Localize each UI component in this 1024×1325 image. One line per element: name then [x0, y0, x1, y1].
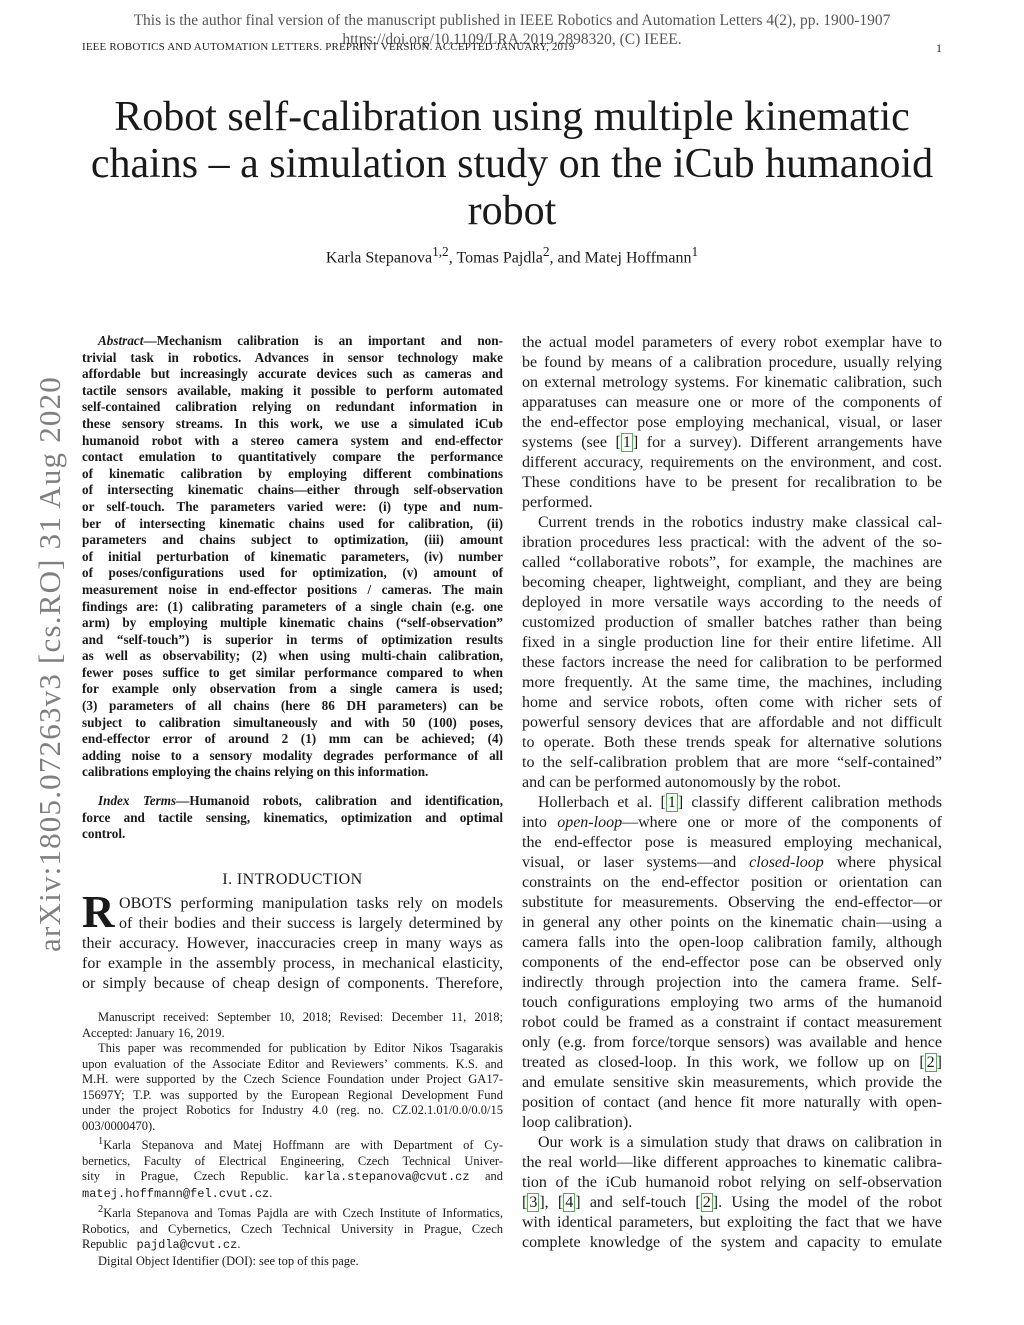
abstract-line [82, 333, 503, 350]
footnote-line: Manuscript received: September 10, 2018; Revised: December 11, 2018; [98, 1010, 503, 1024]
term-closed-loop: closed-loop [749, 854, 824, 871]
body-line: to operate. Both these trends speak for alternative solutions [522, 734, 942, 751]
body-line: becoming cheaper, lightweight, compliant, and they are being [522, 574, 942, 591]
intro-line: or simply because of cheap design of components. Therefore, [82, 975, 503, 992]
abstract-line: fewer poses suffice to get similar performance compared to when [82, 664, 503, 680]
author-separator: , and [549, 249, 585, 267]
page-number: 1 [936, 41, 942, 55]
abstract-line: calibrations employing the chains relying on this information. [82, 764, 429, 780]
author-affiliation-mark: 1,2 [432, 244, 449, 259]
abstract-line: adding noise to a sensory modality degrades performance of all [82, 747, 503, 763]
dropcap-letter: R [82, 887, 115, 937]
body-line: more frequently. At the same time, the machines, including [522, 674, 942, 691]
citation-link[interactable]: 1 [622, 434, 631, 451]
footnote-text: Karla Stepanova and Matej Hoffmann are with Department of Cy- [103, 1138, 503, 1153]
body-line: systems (see [ 1 ] for a survey). Different arrangements have [522, 434, 942, 451]
author-name: Karla Stepanova [325, 249, 433, 267]
footnote-line: 003/0000470). [82, 1118, 156, 1133]
body-line: touch configurations employing two arms of the humanoid [522, 994, 942, 1011]
body-line: Our work is a simulation study that draws on calibration in [538, 1134, 942, 1151]
email-link[interactable]: matej.hoffmann@fel.cvut.cz [82, 1186, 270, 1201]
body-line: powerful sensory devices that are affordable and not difficult [522, 714, 942, 731]
body-line: apparatuses can measure one or more of the components of [522, 394, 942, 411]
body-line: components of the end-effector pose can be observed only [522, 954, 942, 971]
running-head: IEEE ROBOTICS AND AUTOMATION LETTERS. PREPRINT VERSION. ACCEPTED JANUARY, 2019 [82, 41, 575, 53]
arxiv-sidebar-stamp[interactable]: arXiv:1805.07263v3 [cs.RO] 31 Aug 2020 [32, 375, 67, 952]
index-terms [82, 793, 503, 843]
abstract-line: humanoid robot with a stereo camera system and end-effector [82, 432, 503, 448]
footnote-line: bernetics, Faculty of Electrical Engineering, Czech Technical Univer- [82, 1153, 503, 1168]
abstract-line: end-effector error of around 2 (1) mm can be achieved; (4) [82, 731, 503, 747]
footnote-line: under the project Robotics for Industry 4.0 (reg. no. CZ.02.1.01/0.0/0.0/15 [82, 1103, 503, 1117]
body-line: the end-effector pose is measured employing mechanical, [522, 834, 942, 851]
body-line: constraints on the end-effector position or orientation can [522, 874, 942, 891]
abstract-line: subject to calibration simultaneously and with 50 (100) poses, [82, 714, 503, 730]
abstract-line: measurement noise in end-effector positions / cameras. The main [82, 581, 503, 597]
citation-link[interactable]: 4 [565, 1194, 574, 1211]
abstract-line: trivial task in robotics. Advances in sensor technology make [82, 349, 503, 365]
body-line: position of contact (and hence fit more naturally with open- [522, 1094, 942, 1111]
body-line: deployed in more versatile ways according to the needs of [522, 594, 942, 611]
body-line: and emulate sensitive skin measurements, which provide the [522, 1074, 942, 1091]
intro-line: their accuracy. However, inaccuracies creep in many ways as [82, 935, 503, 952]
body-line: and can be performed autonomously by the robot. [522, 774, 842, 791]
footnote-line: 15697Y; T.P. was supported by the European Regional Development Fund [82, 1087, 503, 1102]
author-name: Matej Hoffmann [584, 249, 692, 267]
author-name: Tomas Pajdla [456, 249, 543, 267]
index-terms-line: force and tactile sensing, kinematics, optimization and optimal [82, 809, 503, 825]
abstract-line: of poses/configurations used for optimization, (v) amount of [82, 565, 503, 581]
body-line: visual, or laser systems—and closed-loop where physical [522, 854, 943, 871]
footnote-text: Republic [82, 1237, 128, 1252]
body-line: treated as closed-loop. In this work, we follow up on [ 2 ] [522, 1054, 942, 1071]
body-line: these factors increase the need for calibration to be performed [522, 654, 942, 671]
abstract-line: and “self-touch”) is superior in terms of optimization results [82, 631, 503, 647]
abstract-line: or self-touch. The parameters varied were: (i) type and num- [82, 498, 503, 514]
footnote-line: Digital Object Identifier (DOI): see top of this page. [98, 1253, 359, 1268]
body-line: substitute for measurements. Observing the end-effector—or [522, 894, 942, 911]
publication-notice-doi[interactable]: https://doi.org/10.1109/LRA.2019.2898320, (C) IEEE. [342, 31, 682, 48]
abstract-line: arm) by employing multiple kinematic chains (“self-observation” [82, 615, 503, 631]
footnote-line [82, 1169, 503, 1186]
footnote-line: matej.hoffmann@fel.cvut.cz. [82, 1185, 273, 1201]
section-heading-introduction: I. INTRODUCTION [222, 871, 363, 888]
title-line: robot [467, 188, 557, 234]
body-line: complete knowledge of the system and capacity to emulate [522, 1234, 942, 1251]
body-line: different accuracy, requirements on the environment, and cost. [522, 454, 942, 471]
abstract-line: tactile sensors available, making it possible to perform automated [82, 382, 503, 398]
body-line: the real world—like different approaches to kinematic calibra- [522, 1154, 942, 1171]
introduction-body [82, 887, 503, 994]
title-line: Robot self-calibration using multiple kinematic [114, 94, 910, 140]
body-line: tion of the iCub humanoid robot relying on self-observation [522, 1174, 942, 1191]
body-line: the actual model parameters of every robot exemplar have to [522, 334, 942, 351]
abstract-line: parameters and chains subject to optimization, (iii) amount [82, 532, 503, 548]
footnote-line: Robotics, and Cybernetics, Czech Technical University in Prague, Czech [82, 1221, 503, 1236]
author-affiliation-mark: 1 [691, 244, 699, 259]
abstract-text: —Mechanism calibration is an important and non- [143, 333, 503, 348]
footnote-line: Republic pajdla@cvut.cz. [82, 1237, 241, 1253]
body-line: to the self-calibration problem that are more “self-contained” [522, 754, 942, 771]
footnote-line: upon evaluation of the Associate Editor and Reviewers’ comments. K.S. and [82, 1056, 503, 1071]
body-line: robot could be framed as a constraint if contact measurement [522, 1014, 942, 1031]
body-line: in general any other points on the kinematic chain—using a [522, 914, 942, 931]
footnote-line: M.H. were supported by the Czech Science Foundation under Project GA17- [82, 1072, 503, 1086]
citation-link[interactable]: 2 [926, 1054, 935, 1071]
body-line: Hollerbach et al. [ 1 ] classify different calibration methods [538, 794, 942, 811]
intro-line: of their bodies and their success is largely determined by [119, 915, 503, 932]
footnote-line: Accepted: January 16, 2019. [82, 1025, 225, 1040]
title-line: chains – a simulation study on the iCub humanoid [90, 141, 934, 187]
intro-line: OBOTS performing manipulation tasks rely on models [119, 895, 503, 912]
author-separator: , [448, 249, 457, 267]
author-list [60, 244, 964, 267]
body-line: customized production of smaller batches rather than being [522, 614, 942, 631]
footnote-text: sity in Prague, Czech Republic. [82, 1169, 289, 1184]
body-line: home and service robots, often come with richer sets of [522, 694, 942, 711]
abstract-line: these sensory streams. In this work, we use a simulated iCub [82, 415, 503, 431]
body-line: fixed in a single production line for their entire lifetime. All [522, 634, 942, 651]
abstract-label: Abstract [98, 333, 144, 348]
email-link[interactable]: pajdla@cvut.cz [136, 1238, 238, 1253]
term-open-loop: open-loop [557, 814, 623, 831]
right-column-body [522, 333, 942, 1253]
abstract-line: for example only observation from a single camera is used; [82, 681, 503, 697]
abstract-line: (3) parameters of all chains (here 86 DH parameters) can be [82, 698, 503, 714]
body-line: camera falls into the open-loop calibration family, although [522, 934, 942, 951]
footnote-text: and [484, 1169, 504, 1184]
abstract-line: as well as observability; (2) when using multi-chain calibration, [82, 648, 503, 664]
abstract [82, 333, 503, 781]
abstract-line: of initial perturbation of kinematic parameters, (iv) number [82, 548, 503, 564]
footnote-text: Karla Stepanova and Tomas Pajdla are with Czech Institute of Informatics, [103, 1206, 503, 1221]
footnote-mark: 2 [98, 1204, 104, 1216]
abstract-line: ber of intersecting kinematic chains used for calibration, (ii) [82, 515, 503, 531]
footnotes [82, 1010, 503, 1269]
body-line: These conditions have to be present for recalibration to be [522, 474, 942, 491]
body-line: Current trends in the robotics industry make classical cal- [538, 514, 942, 531]
footnote-line [82, 1134, 503, 1154]
body-line: ibration procedures less practical: with the advent of the so- [522, 534, 942, 551]
intro-line: for example in the assembly process, in mechanical elasticity, [82, 955, 503, 972]
email-link[interactable]: karla.stepanova@cvut.cz [303, 1170, 470, 1185]
body-line: called “collaborative robots”, for example, the machines are [522, 554, 942, 571]
body-line: into open-loop—where one or more of the components of [522, 814, 942, 831]
body-line: performed. [522, 494, 593, 511]
index-terms-text: —Humanoid robots, calibration and identification, [176, 793, 503, 808]
index-terms-line: control. [82, 826, 126, 842]
body-line: only (e.g. from force/torque sensors) was available and hence [522, 1034, 942, 1051]
author-affiliation-mark: 2 [542, 244, 550, 259]
abstract-line: of kinematic calibration by employing different combinations [82, 465, 503, 481]
citation-link[interactable]: 1 [667, 794, 676, 811]
publication-notice-line1: This is the author final version of the manuscript published in IEEE Robotics and Automation Letters 4(2), pp. 1900-1907 [133, 12, 891, 29]
body-line: with identical parameters, but exploiting the fact that we have [522, 1214, 942, 1231]
body-line: loop calibration). [522, 1114, 633, 1131]
body-line: on external metrology systems. For kinematic calibration, such [522, 374, 942, 391]
citation-link[interactable]: 2 [702, 1194, 711, 1211]
body-line: the end-effector pose employing mechanical, visual, or laser [522, 414, 942, 431]
abstract-line: of intersecting kinematic chains—either through self-observation [82, 482, 503, 498]
body-line: [ 3 ], [ 4 ] and self-touch [ 2 ]. Using the model of the robot [522, 1194, 943, 1211]
body-line: indirectly through projection into the camera frame. Self- [522, 974, 942, 991]
abstract-line: self-contained calibration relying on redundant information in [82, 399, 503, 415]
index-terms-line [82, 793, 503, 810]
abstract-line: contact emulation to quantitatively compare the performance [82, 449, 503, 465]
index-terms-label: Index Terms [98, 793, 177, 808]
abstract-line: findings are: (1) calibrating parameters of a single chain (e.g. one [82, 598, 503, 614]
footnote-mark: 1 [98, 1136, 104, 1147]
footnote-line [82, 1202, 503, 1222]
footnote-line: This paper was recommended for publication by Editor Nikos Tsagarakis [98, 1041, 503, 1055]
abstract-line: affordable but increasingly accurate devices such as cameras and [82, 366, 503, 382]
paper-title [60, 94, 964, 235]
citation-link[interactable]: 3 [529, 1194, 538, 1211]
body-line: be found by means of a calibration procedure, usually relying [522, 354, 942, 371]
